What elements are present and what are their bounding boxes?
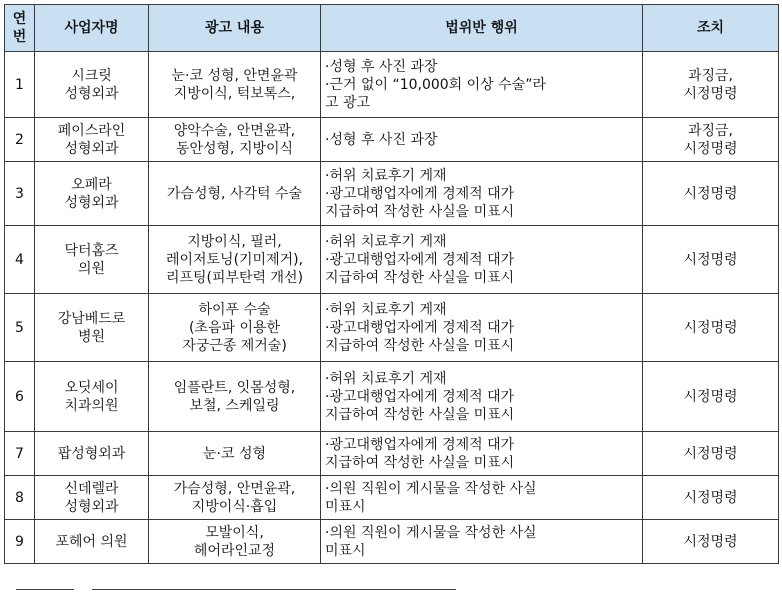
header-no-line: 연 xyxy=(12,11,27,27)
cell-business-line: 성형외과 xyxy=(64,498,119,515)
table-row xyxy=(5,52,779,118)
violations-table xyxy=(4,4,779,564)
header-violation: 법위반 행위 xyxy=(321,5,643,52)
cell-content-line: 임플란트, 잇몸성형, xyxy=(173,379,296,396)
cell-no: 6 xyxy=(5,362,35,432)
cell-no: 7 xyxy=(5,432,35,476)
cell-content-line: 보철, 스케일링 xyxy=(189,397,280,414)
cell-no: 1 xyxy=(5,52,35,118)
cell-content xyxy=(149,52,321,118)
cell-content-line: 양악수술, 안면윤곽, xyxy=(173,122,296,139)
cell-violation-line: ·허위 치료후기 게재 xyxy=(325,370,447,387)
cell-action xyxy=(643,520,779,564)
cell-content-line: 자궁근종 제거술) xyxy=(182,337,287,354)
cell-action xyxy=(643,362,779,432)
header-action: 조치 xyxy=(643,5,779,52)
cell-violation-line: ·의원 직원이 게시물을 작성한 사실 xyxy=(325,480,537,497)
table-row xyxy=(5,294,779,362)
cell-action xyxy=(643,294,779,362)
cell-violation xyxy=(321,476,643,520)
cell-violation-line: ·광고대행업자에게 경제적 대가 xyxy=(325,436,515,453)
cell-business-line: 치과의원 xyxy=(64,397,119,414)
cell-content-line: 헤어라인교정 xyxy=(193,542,276,559)
cell-content xyxy=(149,118,321,162)
cell-business-line: 성형외과 xyxy=(64,194,119,211)
cell-violation xyxy=(321,162,643,226)
footer-rule xyxy=(4,589,782,591)
cell-no: 3 xyxy=(5,162,35,226)
cell-action-line: 시정명령 xyxy=(683,388,738,405)
cell-action-line: 시정명령 xyxy=(683,489,738,506)
cell-violation-line: ·의원 직원이 게시물을 작성한 사실 xyxy=(325,524,537,541)
cell-violation-line: ·성형 후 사진 과장 xyxy=(325,58,438,75)
cell-violation xyxy=(321,432,643,476)
cell-violation-line: 지급하여 작성한 사실을 미표시 xyxy=(325,454,515,471)
cell-business-line: 닥터홈즈 xyxy=(64,242,119,259)
table-body xyxy=(5,52,779,564)
cell-business xyxy=(35,52,149,118)
header-business: 사업자명 xyxy=(35,5,149,52)
cell-violation-line: 지급하여 작성한 사실을 미표시 xyxy=(325,406,515,423)
cell-violation xyxy=(321,294,643,362)
cell-content-line: 리프팅(피부탄력 개선) xyxy=(165,269,304,286)
cell-business-line: 페이스라인 xyxy=(57,122,126,139)
cell-violation-line: ·광고대행업자에게 경제적 대가 xyxy=(325,251,515,268)
cell-violation-line: ·허위 치료후기 게재 xyxy=(325,167,447,184)
cell-content xyxy=(149,362,321,432)
cell-business-line: 오페라 xyxy=(71,176,112,193)
cell-business-line: 성형외과 xyxy=(64,85,119,102)
cell-violation-line: 지급하여 작성한 사실을 미표시 xyxy=(325,203,515,220)
cell-violation-line: 지급하여 작성한 사실을 미표시 xyxy=(325,269,515,286)
cell-business-line: 병원 xyxy=(77,328,106,345)
cell-content-line: 모발이식, xyxy=(205,524,264,541)
cell-business xyxy=(35,294,149,362)
cell-content-line: 눈·코 성형 xyxy=(203,445,266,462)
table-row xyxy=(5,362,779,432)
cell-action-line: 시정명령 xyxy=(683,251,738,268)
cell-violation xyxy=(321,362,643,432)
cell-business xyxy=(35,118,149,162)
cell-action xyxy=(643,226,779,294)
cell-action xyxy=(643,476,779,520)
cell-business-line: 팝성형외과 xyxy=(57,445,126,462)
cell-business xyxy=(35,226,149,294)
cell-action-line: 과징금, xyxy=(687,122,734,139)
cell-business-line: 시크릿 xyxy=(71,67,112,84)
cell-violation-line: ·성형 후 사진 과장 xyxy=(325,131,438,148)
cell-content-line: 눈·코 성형, 안면윤곽 xyxy=(171,67,298,84)
cell-action-line: 과징금, xyxy=(687,67,734,84)
cell-action xyxy=(643,52,779,118)
cell-action-line: 시정명령 xyxy=(683,445,738,462)
cell-content xyxy=(149,520,321,564)
cell-content-line: 지방이식, 필러, xyxy=(187,233,282,250)
cell-business xyxy=(35,162,149,226)
cell-violation-line: ·허위 치료후기 게재 xyxy=(325,233,447,250)
cell-no: 5 xyxy=(5,294,35,362)
cell-no: 4 xyxy=(5,226,35,294)
header-no-line: 번 xyxy=(12,29,27,45)
cell-violation xyxy=(321,520,643,564)
cell-action-line: 시정명령 xyxy=(683,85,738,102)
cell-content-line: 가슴성형, 사각턱 수술 xyxy=(166,185,303,202)
cell-business xyxy=(35,476,149,520)
cell-business xyxy=(35,362,149,432)
cell-content xyxy=(149,476,321,520)
cell-action xyxy=(643,118,779,162)
cell-business-line: 의원 xyxy=(77,260,106,277)
cell-content-line: 지방이식·흡입 xyxy=(191,498,278,515)
cell-violation-line: 고 광고 xyxy=(325,94,371,111)
header-no xyxy=(5,5,35,52)
table-row xyxy=(5,476,779,520)
cell-business-line: 성형외과 xyxy=(64,140,119,157)
cell-violation xyxy=(321,226,643,294)
header-content: 광고 내용 xyxy=(149,5,321,52)
footer-rule-short xyxy=(16,589,74,590)
cell-violation-line: 미표시 xyxy=(325,542,366,559)
footer-rule-long xyxy=(92,589,456,590)
cell-violation-line: 미표시 xyxy=(325,498,366,515)
cell-content-line: (초음파 이용한 xyxy=(188,319,281,336)
cell-no: 9 xyxy=(5,520,35,564)
cell-content xyxy=(149,432,321,476)
cell-violation xyxy=(321,118,643,162)
cell-no: 2 xyxy=(5,118,35,162)
cell-content-line: 하이푸 수술 xyxy=(198,301,271,318)
cell-business-line: 오딧세이 xyxy=(64,379,119,396)
table-row xyxy=(5,520,779,564)
cell-action-line: 시정명령 xyxy=(683,140,738,157)
cell-action-line: 시정명령 xyxy=(683,319,738,336)
cell-content-line: 동안성형, 지방이식 xyxy=(175,140,294,157)
cell-business-line: 포헤어 의원 xyxy=(55,533,128,550)
cell-violation-line: ·광고대행업자에게 경제적 대가 xyxy=(325,185,515,202)
cell-business xyxy=(35,432,149,476)
table-row xyxy=(5,118,779,162)
cell-action-line: 시정명령 xyxy=(683,185,738,202)
cell-content-line: 지방이식, 턱보톡스, xyxy=(173,85,296,102)
cell-action xyxy=(643,162,779,226)
cell-business-line: 신데렐라 xyxy=(64,480,119,497)
cell-no: 8 xyxy=(5,476,35,520)
cell-action-line: 시정명령 xyxy=(683,533,738,550)
cell-business xyxy=(35,520,149,564)
cell-violation-line: ·허위 치료후기 게재 xyxy=(325,301,447,318)
cell-content-line: 가슴성형, 안면윤곽, xyxy=(173,480,296,497)
cell-content xyxy=(149,226,321,294)
cell-violation-line: 지급하여 작성한 사실을 미표시 xyxy=(325,337,515,354)
cell-content-line: 레이저토닝(기미제거), xyxy=(165,251,304,268)
table-row xyxy=(5,162,779,226)
cell-violation-line: ·광고대행업자에게 경제적 대가 xyxy=(325,388,515,405)
cell-violation-line: ·광고대행업자에게 경제적 대가 xyxy=(325,319,515,336)
cell-business-line: 강남베드로 xyxy=(57,310,126,327)
cell-content xyxy=(149,294,321,362)
cell-violation xyxy=(321,52,643,118)
table-row xyxy=(5,226,779,294)
table-header-row xyxy=(5,5,779,52)
cell-violation-line: ·근거 없이 “10,000회 이상 수술”라 xyxy=(325,76,546,93)
cell-action xyxy=(643,432,779,476)
table-row xyxy=(5,432,779,476)
cell-content xyxy=(149,162,321,226)
